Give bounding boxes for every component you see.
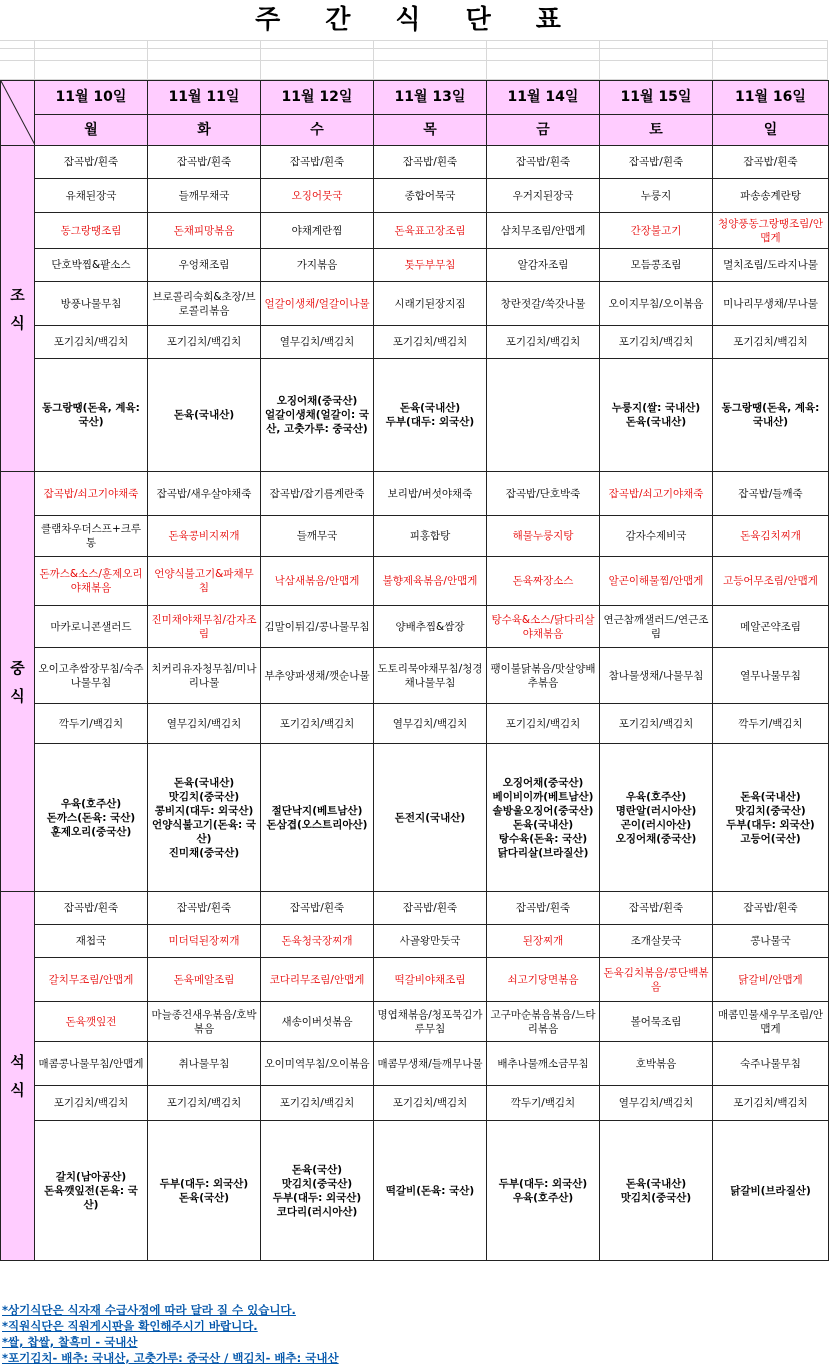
origin-cell: 돈육(국내산) 맛김치(중국산)	[600, 1121, 713, 1261]
menu-cell: 포기김치/백김치	[374, 326, 487, 359]
note-line: *포기김치- 배추: 국내산, 고춧가루: 중국산 / 백김치- 배추: 국내산	[2, 1351, 339, 1365]
menu-cell: 잡곡밥/흰죽	[487, 892, 600, 925]
menu-cell: 잡곡밥/흰죽	[148, 892, 261, 925]
menu-cell: 가지볶음	[261, 249, 374, 282]
menu-cell: 열무김치/백김치	[261, 326, 374, 359]
origin-cell: 절단낙지(베트남산) 돈삼겹(오스트리아산)	[261, 744, 374, 892]
menu-cell: 포기김치/백김치	[148, 326, 261, 359]
menu-cell: 미더덕된장찌개	[148, 925, 261, 958]
breakfast-label: 조 식	[1, 146, 35, 472]
menu-table	[0, 80, 829, 1261]
day-header: 화	[148, 114, 261, 145]
menu-cell: 돈육표고장조림	[374, 213, 487, 249]
menu-cell: 양배추찜&쌈장	[374, 606, 487, 648]
origin-cell: 두부(대두: 외국산) 돈육(국산)	[148, 1121, 261, 1261]
menu-cell: 된장찌개	[487, 925, 600, 958]
origin-cell: 돈육(국내산)	[148, 359, 261, 472]
menu-cell: 포기김치/백김치	[261, 1086, 374, 1121]
menu-cell: 잡곡밥/쇠고기야채죽	[600, 472, 713, 516]
corner-cell	[1, 81, 35, 146]
menu-cell: 떡갈비야채조림	[374, 958, 487, 1002]
menu-cell: 포기김치/백김치	[487, 704, 600, 744]
menu-cell: 돈육김치찌개	[713, 516, 829, 557]
menu-cell: 부추양파생채/깻순나물	[261, 648, 374, 704]
menu-cell: 해물누룽지탕	[487, 516, 600, 557]
day-header: 월	[35, 114, 148, 145]
menu-cell: 브로콜리숙회&초장/브로콜리볶음	[148, 282, 261, 326]
menu-cell: 돈까스&소스/훈제오리야채볶음	[35, 557, 148, 606]
date-header: 11월 10일	[35, 81, 148, 115]
menu-cell: 잡곡밥/흰죽	[713, 146, 829, 179]
origin-cell: 우육(호주산) 명란알(러시아산) 곤이(러시아산) 오징어채(중국산)	[600, 744, 713, 892]
menu-cell: 포기김치/백김치	[600, 704, 713, 744]
origin-cell: 돈육(국산) 맛김치(중국산) 두부(대두: 외국산) 코다리(러시아산)	[261, 1121, 374, 1261]
menu-cell: 톳두부무침	[374, 249, 487, 282]
menu-cell: 잡곡밥/흰죽	[261, 892, 374, 925]
day-header: 금	[487, 114, 600, 145]
menu-cell: 포기김치/백김치	[600, 326, 713, 359]
menu-cell: 낙삼새볶음/안맵게	[261, 557, 374, 606]
menu-cell: 들깨무국	[261, 516, 374, 557]
origin-cell: 누룽지(쌀: 국내산) 돈육(국내산)	[600, 359, 713, 472]
note-line: *상기식단은 식자재 수급사정에 따라 달라 질 수 있습니다.	[2, 1303, 296, 1317]
origin-cell: 떡갈비(돈육: 국산)	[374, 1121, 487, 1261]
origin-cell	[487, 359, 600, 472]
day-header: 수	[261, 114, 374, 145]
menu-cell: 고등어무조림/안맵게	[713, 557, 829, 606]
origin-cell: 닭갈비(브라질산)	[713, 1121, 829, 1261]
menu-cell: 취나물무침	[148, 1042, 261, 1086]
menu-cell: 볼어묵조림	[600, 1002, 713, 1042]
menu-cell: 언양식불고기&파채무침	[148, 557, 261, 606]
menu-cell: 닭갈비/안맵게	[713, 958, 829, 1002]
menu-cell: 탕수육&소스/닭다리살야채볶음	[487, 606, 600, 648]
origin-cell: 우육(호주산) 돈까스(돈육: 국산) 훈제오리(중국산)	[35, 744, 148, 892]
day-header: 토	[600, 114, 713, 145]
menu-cell: 포기김치/백김치	[35, 1086, 148, 1121]
menu-cell: 모듬콩조림	[600, 249, 713, 282]
empty-grid	[0, 40, 828, 80]
menu-cell: 깍두기/백김치	[487, 1086, 600, 1121]
menu-cell: 잡곡밥/흰죽	[487, 146, 600, 179]
menu-cell: 우엉채조림	[148, 249, 261, 282]
menu-cell: 호박볶음	[600, 1042, 713, 1086]
menu-cell: 감자수제비국	[600, 516, 713, 557]
menu-cell: 새송이버섯볶음	[261, 1002, 374, 1042]
menu-cell: 잡곡밥/흰죽	[35, 892, 148, 925]
menu-cell: 미나리무생채/무나물	[713, 282, 829, 326]
menu-cell: 잡곡밥/흰죽	[600, 146, 713, 179]
menu-cell: 파송송계란탕	[713, 179, 829, 213]
menu-cell: 사골왕만둣국	[374, 925, 487, 958]
origin-cell: 동그랑땡(돈육, 계육: 국내산)	[713, 359, 829, 472]
menu-cell: 명엽채볶음/청포묵김가루무침	[374, 1002, 487, 1042]
menu-cell: 불향제육볶음/안맵게	[374, 557, 487, 606]
menu-cell: 마늘종건새우볶음/호박볶음	[148, 1002, 261, 1042]
menu-cell: 돈채피망볶음	[148, 213, 261, 249]
page-title: 주 간 식 단 표	[255, 5, 579, 35]
origin-cell: 갈치(남아공산) 돈육깻잎전(돈육: 국산)	[35, 1121, 148, 1261]
menu-cell: 잡곡밥/흰죽	[35, 146, 148, 179]
menu-cell: 열무김치/백김치	[374, 704, 487, 744]
menu-cell: 코다리무조림/안맵게	[261, 958, 374, 1002]
menu-cell: 치커리유자청무침/미나리나물	[148, 648, 261, 704]
menu-cell: 시래기된장지짐	[374, 282, 487, 326]
menu-cell: 포기김치/백김치	[713, 326, 829, 359]
lunch-label: 중 식	[1, 472, 35, 892]
menu-cell: 매콤무생채/들깨무나물	[374, 1042, 487, 1086]
menu-cell: 포기김치/백김치	[148, 1086, 261, 1121]
menu-cell: 콩나물국	[713, 925, 829, 958]
menu-cell: 참나물생채/나물무침	[600, 648, 713, 704]
menu-cell: 포기김치/백김치	[261, 704, 374, 744]
menu-cell: 동그랑땡조림	[35, 213, 148, 249]
menu-cell: 오이미역무침/오이볶음	[261, 1042, 374, 1086]
menu-cell: 매콤민물새우무조림/안맵게	[713, 1002, 829, 1042]
menu-cell: 조개살뭇국	[600, 925, 713, 958]
menu-cell: 종합어묵국	[374, 179, 487, 213]
menu-cell: 잡곡밥/흰죽	[261, 146, 374, 179]
menu-cell: 잡곡밥/들깨죽	[713, 472, 829, 516]
menu-cell: 얼갈이생채/얼갈이나물	[261, 282, 374, 326]
menu-cell: 잡곡밥/흰죽	[374, 892, 487, 925]
menu-cell: 포기김치/백김치	[374, 1086, 487, 1121]
menu-cell: 돈육청국장찌개	[261, 925, 374, 958]
menu-cell: 누룽지	[600, 179, 713, 213]
menu-cell: 오이지무침/오이볶음	[600, 282, 713, 326]
menu-cell: 김말이튀김/콩나물무침	[261, 606, 374, 648]
origin-cell: 돈전지(국내산)	[374, 744, 487, 892]
date-header: 11월 15일	[600, 81, 713, 115]
menu-cell: 클램차우더스프+크루통	[35, 516, 148, 557]
date-header: 11월 12일	[261, 81, 374, 115]
note-line: *쌀, 찹쌀, 찰흑미 - 국내산	[2, 1335, 138, 1349]
origin-cell: 두부(대두: 외국산) 우육(호주산)	[487, 1121, 600, 1261]
menu-cell: 알감자조림	[487, 249, 600, 282]
menu-cell: 팽이불닭볶음/맛살양배추볶음	[487, 648, 600, 704]
menu-cell: 매콤콩나물무침/안맵게	[35, 1042, 148, 1086]
menu-cell: 마카로니콘샐러드	[35, 606, 148, 648]
menu-cell: 갈치무조림/안맵게	[35, 958, 148, 1002]
date-header: 11월 13일	[374, 81, 487, 115]
menu-cell: 간장불고기	[600, 213, 713, 249]
menu-cell: 돈육메알조림	[148, 958, 261, 1002]
menu-cell: 열무김치/백김치	[148, 704, 261, 744]
menu-cell: 보리밥/버섯야채죽	[374, 472, 487, 516]
menu-cell: 우거지된장국	[487, 179, 600, 213]
menu-cell: 열무나물무침	[713, 648, 829, 704]
dinner-label: 석 식	[1, 892, 35, 1261]
menu-cell: 잡곡밥/흰죽	[600, 892, 713, 925]
menu-cell: 알곤이해물찜/안맵게	[600, 557, 713, 606]
menu-cell: 깍두기/백김치	[713, 704, 829, 744]
date-header: 11월 11일	[148, 81, 261, 115]
menu-cell: 청양풍동그랑땡조림/안맵게	[713, 213, 829, 249]
date-header: 11월 16일	[713, 81, 829, 115]
menu-cell: 포기김치/백김치	[487, 326, 600, 359]
day-header: 목	[374, 114, 487, 145]
menu-cell: 잡곡밥/흰죽	[713, 892, 829, 925]
menu-cell: 진미채야채무침/감자조림	[148, 606, 261, 648]
menu-cell: 잡곡밥/흰죽	[148, 146, 261, 179]
origin-cell: 돈육(국내산) 두부(대두: 외국산)	[374, 359, 487, 472]
notes	[2, 1302, 832, 1366]
menu-cell: 오징어뭇국	[261, 179, 374, 213]
menu-cell: 도토리묵야채무침/청경채나물무침	[374, 648, 487, 704]
menu-cell: 야채계란찜	[261, 213, 374, 249]
menu-cell: 단호박찜&팥소스	[35, 249, 148, 282]
menu-cell: 열무김치/백김치	[600, 1086, 713, 1121]
menu-cell: 숙주나물무침	[713, 1042, 829, 1086]
menu-cell: 배추나물깨소금무침	[487, 1042, 600, 1086]
menu-cell: 잡곡밥/새우살야채죽	[148, 472, 261, 516]
menu-cell: 오이고추쌈장무침/숙주나물무침	[35, 648, 148, 704]
menu-cell: 멸치조림/도라지나물	[713, 249, 829, 282]
menu-cell: 들깨무채국	[148, 179, 261, 213]
origin-cell: 동그랑땡(돈육, 계육: 국산)	[35, 359, 148, 472]
note-line: *직원식단은 직원게시판을 확인해주시기 바랍니다.	[2, 1319, 258, 1333]
menu-cell: 잡곡밥/잡기름계란죽	[261, 472, 374, 516]
menu-cell: 잡곡밥/흰죽	[374, 146, 487, 179]
menu-cell: 잡곡밥/쇠고기야채죽	[35, 472, 148, 516]
menu-cell: 재첩국	[35, 925, 148, 958]
menu-cell: 포기김치/백김치	[35, 326, 148, 359]
menu-cell: 돈육콩비지찌개	[148, 516, 261, 557]
origin-cell: 돈육(국내산) 맛김치(중국산) 콩비지(대두: 외국산) 언양식불고기(돈육: 국산) 진미채(중국산)	[148, 744, 261, 892]
menu-cell: 돈육짜장소스	[487, 557, 600, 606]
day-header: 일	[713, 114, 829, 145]
date-header: 11월 14일	[487, 81, 600, 115]
menu-cell: 창란젓갈/쑥갓나물	[487, 282, 600, 326]
menu-cell: 메알곤약조림	[713, 606, 829, 648]
origin-cell: 돈육(국내산) 맛김치(중국산) 두부(대두: 외국산) 고등어(국산)	[713, 744, 829, 892]
menu-cell: 유채된장국	[35, 179, 148, 213]
menu-cell: 연근참깨샐러드/연근조림	[600, 606, 713, 648]
menu-cell: 포기김치/백김치	[713, 1086, 829, 1121]
menu-cell: 돈육김치볶음/콩단백볶음	[600, 958, 713, 1002]
menu-cell: 쇠고기당면볶음	[487, 958, 600, 1002]
menu-cell: 삼치무조림/안맵게	[487, 213, 600, 249]
menu-cell: 피홍합탕	[374, 516, 487, 557]
menu-cell: 고구마순볶음볶음/느타리볶음	[487, 1002, 600, 1042]
menu-cell: 깍두기/백김치	[35, 704, 148, 744]
menu-cell: 잡곡밥/단호박죽	[487, 472, 600, 516]
menu-cell: 방풍나물무침	[35, 282, 148, 326]
origin-cell: 오징어채(중국산) 베이비이까(베트남산) 솔방울오징어(중국산) 돈육(국내산) 탕수육(돈육: 국산) 닭다리살(브라질산)	[487, 744, 600, 892]
origin-cell: 오징어채(중국산) 얼갈이생채(얼갈이: 국산, 고춧가루: 중국산)	[261, 359, 374, 472]
menu-cell: 돈육깻잎전	[35, 1002, 148, 1042]
